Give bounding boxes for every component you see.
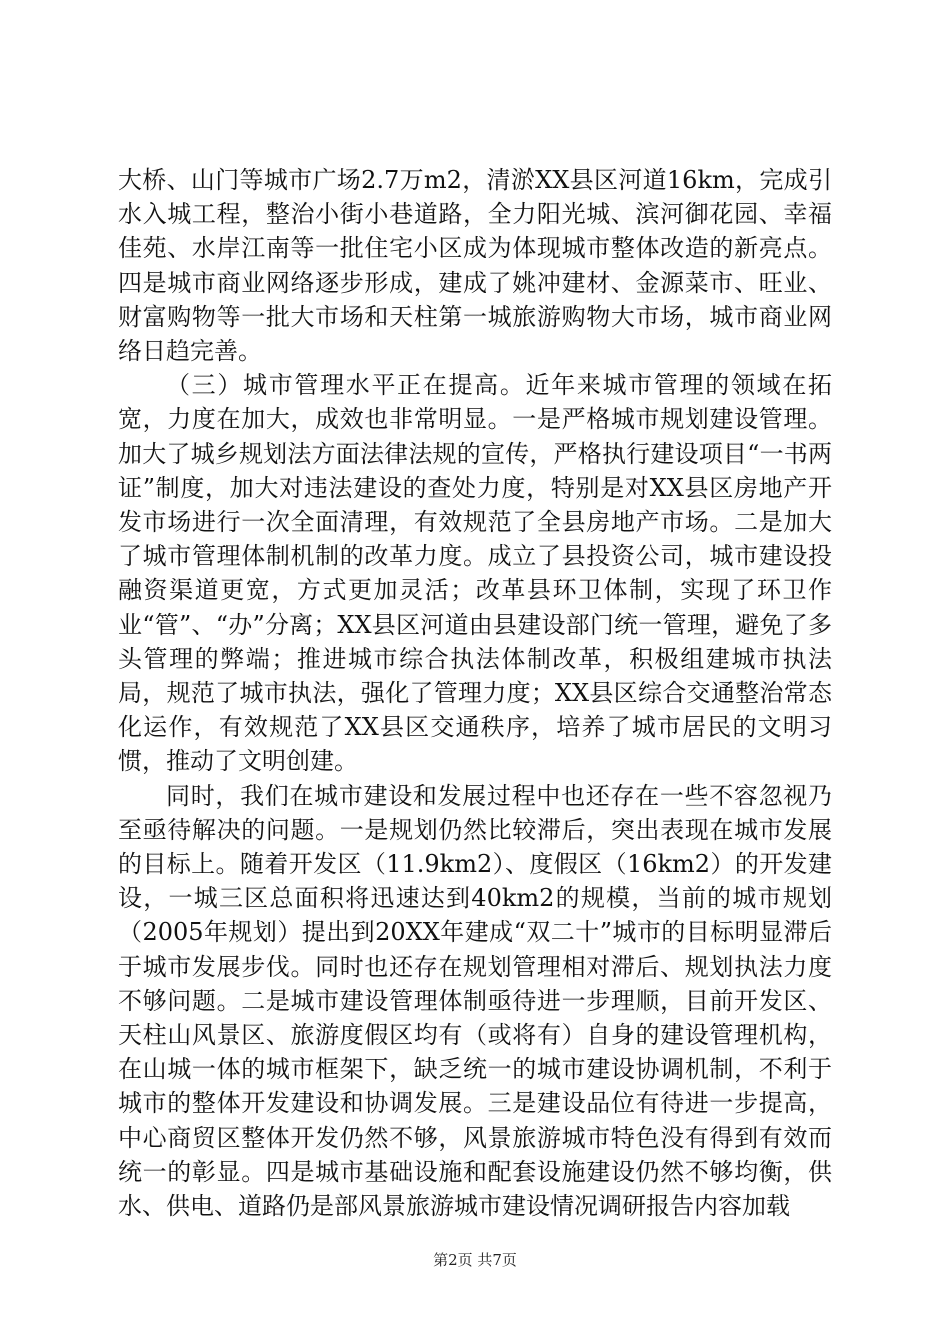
document-body (118, 163, 832, 1223)
paragraph-problems: 同时，我们在城市建设和发展过程中也还存在一些不容忽视乃至亟待解决的问题。一是规划仍然比较滞后，突出表现在城市发展的目标上。随着开发区（11.9km2）、度假区（16km2）的开发建设，一城三区总面积将迅速达到40km2的规模，当前的城市规划（2005年规划）提出到20XX年建成“双二十”城市的目标明显滞后于城市发展步伐。同时也还存在规划管理相对滞后、规划执法力度不够问题。二是城市建设管理体制亟待进一步理顺，目前开发区、天柱山风景区、旅游度假区均有（或将有）自身的建设管理机构，在山城一体的城市框架下，缺乏统一的城市建设协调机制，不利于城市的整体开发建设和协调发展。三是建设品位有待进一步提高，中心商贸区整体开发仍然不够，风景旅游城市特色没有得到有效而统一的彰显。四是城市基础设施和配套设施建设仍然不够均衡，供水、供电、道路仍是部风景旅游城市建设情况调研报告内容加载 (118, 781, 832, 1221)
paragraph-continuation: 大桥、山门等城市广场2.7万m2，清淤XX县区河道16km，完成引水入城工程，整治小街小巷道路，全力阳光城、滨河御花园、幸福佳苑、水岸江南等一批住宅小区成为体现城市整体改造的新亮点。四是城市商业网络逐步形成，建成了姚冲建材、金源菜市、旺业、财富购物等一批大市场和天柱第一城旅游购物大市场，城市商业网络日趋完善。 (118, 166, 832, 366)
page-footer: 第2页 共7页 (433, 1251, 517, 1269)
paragraph-city-management: （三）城市管理水平正在提高。近年来城市管理的领域在拓宽，力度在加大，成效也非常明显。一是严格城市规划建设管理。加大了城乡规划法方面法律法规的宣传，严格执行建设项目“一书两证”制度，加大对违法建设的查处力度，特别是对XX县区房地产开发市场进行一次全面清理，有效规范了全县房地产市场。二是加大了城市管理体制机制的改革力度。成立了县投资公司，城市建设投融资渠道更宽，方式更加灵活；改革县环卫体制，实现了环卫作业“管”、“办”分离；XX县区河道由县建设部门统一管理，避免了多头管理的弊端；推进城市综合执法体制改革，积极组建城市执法局，规范了城市执法，强化了管理力度；XX县区综合交通整治常态化运作，有效规范了XX县区交通秩序，培养了城市居民的文明习惯，推动了文明创建。 (118, 371, 832, 776)
